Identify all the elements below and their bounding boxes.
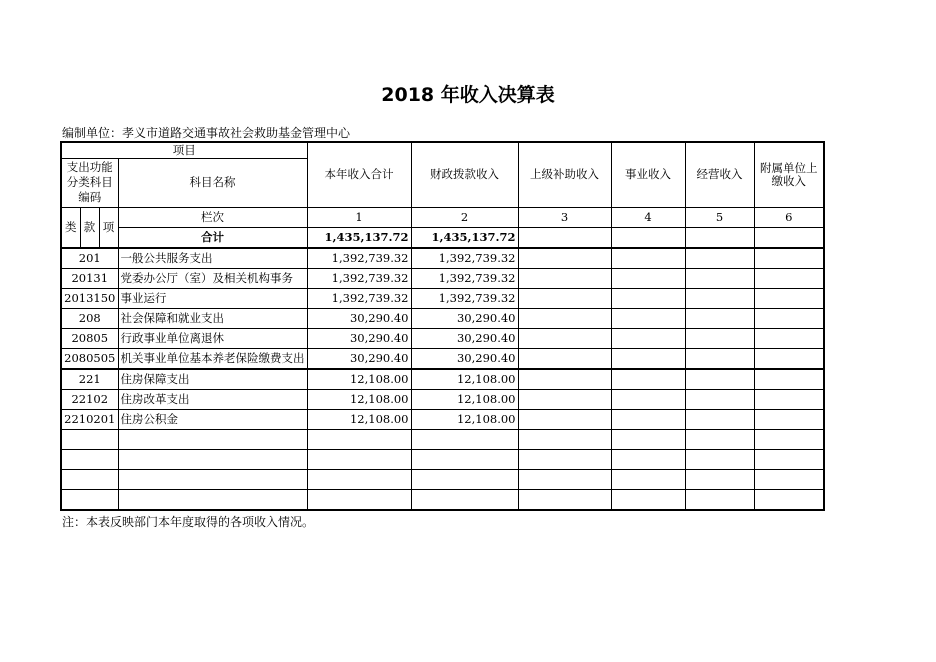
row-value xyxy=(754,409,824,429)
row-value xyxy=(307,489,411,510)
row-code: 2080505 xyxy=(61,348,118,369)
col-num: 3 xyxy=(518,207,611,227)
row-code: 201 xyxy=(61,248,118,269)
row-name: 机关事业单位基本养老保险缴费支出 xyxy=(118,348,307,369)
table-row xyxy=(61,449,824,469)
row-value xyxy=(685,389,754,409)
header-name: 科目名称 xyxy=(118,158,307,207)
row-value: 1,392,739.32 xyxy=(307,248,411,269)
row-value xyxy=(685,429,754,449)
row-value xyxy=(685,348,754,369)
row-value xyxy=(611,449,685,469)
row-value: 1,392,739.32 xyxy=(307,288,411,308)
row-value xyxy=(754,248,824,269)
row-value xyxy=(518,389,611,409)
income-table xyxy=(60,141,825,511)
row-value xyxy=(754,469,824,489)
row-value xyxy=(518,268,611,288)
row-value xyxy=(611,489,685,510)
footnote: 注：本表反映部门本年度取得的各项收入情况。 xyxy=(62,515,315,529)
row-value: 30,290.40 xyxy=(307,348,411,369)
row-code: 208 xyxy=(61,308,118,328)
header-col-3: 上级补助收入 xyxy=(518,142,611,207)
row-code xyxy=(61,449,118,469)
row-value: 12,108.00 xyxy=(411,409,518,429)
row-value: 12,108.00 xyxy=(307,409,411,429)
row-value xyxy=(518,469,611,489)
row-value: 12,108.00 xyxy=(411,369,518,390)
row-name: 社会保障和就业支出 xyxy=(118,308,307,328)
row-value xyxy=(518,248,611,269)
row-value: 12,108.00 xyxy=(411,389,518,409)
row-value xyxy=(611,469,685,489)
row-value xyxy=(685,248,754,269)
row-name: 行政事业单位离退休 xyxy=(118,328,307,348)
row-value xyxy=(754,429,824,449)
total-label: 合计 xyxy=(118,227,307,248)
row-value: 12,108.00 xyxy=(307,369,411,390)
header-project: 项目 xyxy=(61,142,307,158)
row-value xyxy=(685,469,754,489)
row-value xyxy=(754,308,824,328)
row-value xyxy=(518,308,611,328)
row-code: 22102 xyxy=(61,389,118,409)
table-row xyxy=(61,369,824,390)
row-value xyxy=(754,389,824,409)
row-value xyxy=(518,369,611,390)
row-value xyxy=(611,248,685,269)
header-kuan: 款 xyxy=(80,207,99,248)
table-row xyxy=(61,348,824,369)
row-name xyxy=(118,489,307,510)
row-code: 221 xyxy=(61,369,118,390)
row-value xyxy=(611,389,685,409)
row-value: 30,290.40 xyxy=(307,328,411,348)
row-value xyxy=(754,348,824,369)
row-value xyxy=(685,369,754,390)
header-code: 支出功能分类科目编码 xyxy=(61,158,118,207)
header-xiang: 项 xyxy=(99,207,118,248)
header-col-4: 事业收入 xyxy=(611,142,685,207)
table-row xyxy=(61,469,824,489)
row-value xyxy=(685,268,754,288)
row-value xyxy=(754,369,824,390)
row-value: 1,392,739.32 xyxy=(411,288,518,308)
row-value xyxy=(518,409,611,429)
row-value: 30,290.40 xyxy=(411,348,518,369)
row-value xyxy=(411,469,518,489)
unit-label: 编制单位：孝义市道路交通事故社会救助基金管理中心 xyxy=(62,126,351,140)
table-row xyxy=(61,429,824,449)
row-name: 一般公共服务支出 xyxy=(118,248,307,269)
row-value xyxy=(307,469,411,489)
table-row xyxy=(61,389,824,409)
row-value xyxy=(518,328,611,348)
row-code: 20131 xyxy=(61,268,118,288)
row-name xyxy=(118,469,307,489)
row-value xyxy=(518,429,611,449)
table-row xyxy=(61,268,824,288)
total-value xyxy=(685,227,754,248)
col-num: 5 xyxy=(685,207,754,227)
row-value xyxy=(411,489,518,510)
total-value xyxy=(518,227,611,248)
row-name: 事业运行 xyxy=(118,288,307,308)
total-value xyxy=(754,227,824,248)
row-value xyxy=(685,328,754,348)
row-code xyxy=(61,469,118,489)
row-value xyxy=(518,348,611,369)
header-col-6: 附属单位上缴收入 xyxy=(754,142,824,207)
row-value xyxy=(411,449,518,469)
table-row xyxy=(61,328,824,348)
table-row xyxy=(61,308,824,328)
row-value xyxy=(611,328,685,348)
page-title: 2018 年收入决算表 xyxy=(381,84,555,106)
header-col-5: 经营收入 xyxy=(685,142,754,207)
row-value: 30,290.40 xyxy=(411,308,518,328)
row-code xyxy=(61,429,118,449)
row-name: 住房改革支出 xyxy=(118,389,307,409)
row-value xyxy=(518,288,611,308)
row-value xyxy=(518,449,611,469)
row-value xyxy=(307,449,411,469)
row-name xyxy=(118,429,307,449)
row-value xyxy=(685,308,754,328)
row-value xyxy=(611,369,685,390)
row-value xyxy=(611,348,685,369)
row-value xyxy=(611,429,685,449)
row-value xyxy=(685,449,754,469)
row-value xyxy=(754,449,824,469)
row-value xyxy=(611,288,685,308)
row-value xyxy=(518,489,611,510)
total-value: 1,435,137.72 xyxy=(411,227,518,248)
row-value: 1,392,739.32 xyxy=(411,268,518,288)
row-name xyxy=(118,449,307,469)
row-value xyxy=(754,268,824,288)
col-num: 6 xyxy=(754,207,824,227)
row-code xyxy=(61,489,118,510)
row-value xyxy=(307,429,411,449)
row-value xyxy=(611,268,685,288)
header-lanci: 栏次 xyxy=(118,207,307,227)
header-col-2: 财政拨款收入 xyxy=(411,142,518,207)
row-value xyxy=(611,409,685,429)
total-value xyxy=(611,227,685,248)
col-num: 4 xyxy=(611,207,685,227)
table-row xyxy=(61,489,824,510)
row-value xyxy=(685,409,754,429)
table-row xyxy=(61,409,824,429)
col-num: 2 xyxy=(411,207,518,227)
row-value xyxy=(685,489,754,510)
table-row xyxy=(61,248,824,269)
row-name: 住房保障支出 xyxy=(118,369,307,390)
row-value: 30,290.40 xyxy=(307,308,411,328)
row-value xyxy=(754,328,824,348)
row-code: 20805 xyxy=(61,328,118,348)
header-lei: 类 xyxy=(61,207,80,248)
row-value xyxy=(411,429,518,449)
row-value: 1,392,739.32 xyxy=(307,268,411,288)
table-row xyxy=(61,288,824,308)
header-col-1: 本年收入合计 xyxy=(307,142,411,207)
row-value xyxy=(754,489,824,510)
total-value: 1,435,137.72 xyxy=(307,227,411,248)
row-value: 1,392,739.32 xyxy=(411,248,518,269)
row-value xyxy=(611,308,685,328)
row-name: 住房公积金 xyxy=(118,409,307,429)
row-code: 2210201 xyxy=(61,409,118,429)
row-value: 12,108.00 xyxy=(307,389,411,409)
row-code: 2013150 xyxy=(61,288,118,308)
row-name: 党委办公厅（室）及相关机构事务 xyxy=(118,268,307,288)
row-value xyxy=(685,288,754,308)
row-value xyxy=(754,288,824,308)
col-num: 1 xyxy=(307,207,411,227)
row-value: 30,290.40 xyxy=(411,328,518,348)
